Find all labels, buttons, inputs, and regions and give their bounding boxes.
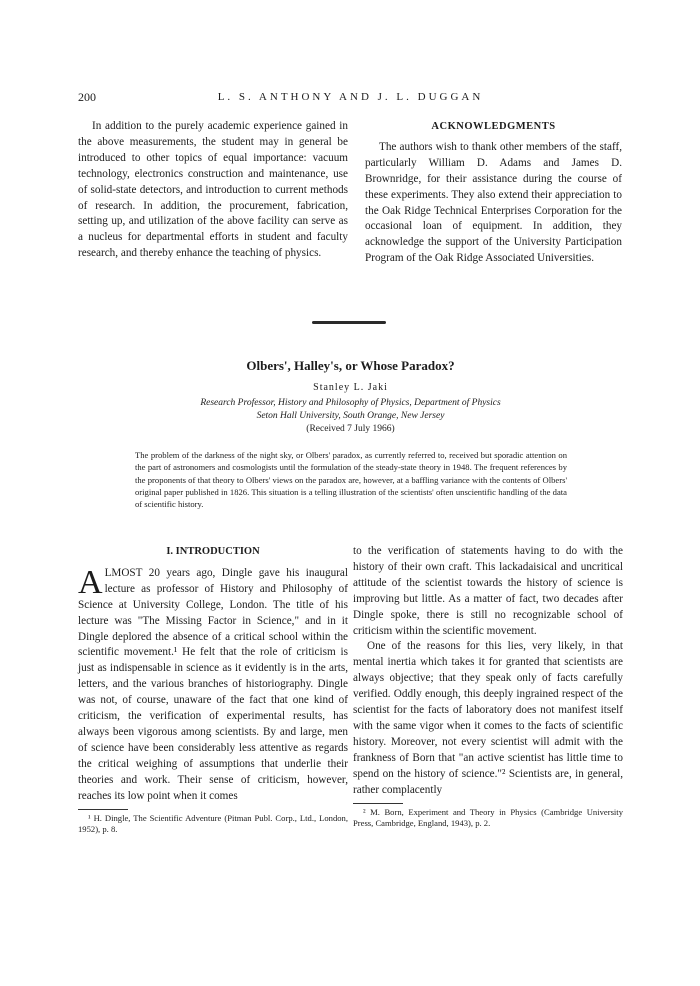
introduction-right-column [353,544,623,829]
footnote-rule-right [353,803,403,804]
introduction-paragraph-1-text: LMOST 20 years ago, Dingle gave his inaugural lecture as professor of History and Philosophy of Science at University College, London. The title of his lecture was "The Missing Factor in Science," and in it Dingle deplored the absence of a critical school within the scientific movement.¹ He felt that the role of criticism is just as indispensable in science as it evidently is in the arts, letters, and the various branches of historiography. Dingle was not, of course, unaware of the fact that one kind of criticism, the verification of experimental results, has always been vigorous among scientists. By and large, men of science have been considerably less attentive as regards the critical weighing of assumptions that underlie their theories and work. Their sense of criticism, however, reaches its low point when it comes [78,566,348,802]
article-author: Stanley L. Jaki [313,382,388,393]
section-heading: I. INTRODUCTION [166,546,260,557]
introduction-left-column [78,544,348,835]
running-head-title: L. S. ANTHONY AND J. L. DUGGAN [217,91,484,103]
section-divider [312,321,386,324]
affiliation-line-2: Seton Hall University, South Orange, New Jersey [256,411,445,421]
received-date: (Received 7 July 1966) [306,424,395,434]
article-title: Olbers', Halley's, or Whose Paradox? [246,358,455,373]
page-number: 200 [78,90,96,104]
running-head [78,90,623,108]
footnote-1: ¹ H. Dingle, The Scientific Adventure (Pitman Publ. Corp., Ltd., London, 1952), p. 8. [78,812,348,834]
acknowledgments-heading: ACKNOWLEDGMENTS [431,121,556,132]
footnote-2: ² M. Born, Experiment and Theory in Physics (Cambridge University Press, Cambridge, England, 1943), p. 2. [353,806,623,828]
footnote-rule-left [78,809,128,810]
drop-cap: A [78,563,103,601]
introduction-paragraph-1 [78,563,348,805]
top-left-column [78,119,348,262]
introduction-paragraph-2: to the verification of statements having to do with the history of their own craft. This lackadaisical and uncritical attitude of the scientist towards the history of science is improving but little. As a matter of fact, two decades after Dingle spoke, there is still no recognizable school of criticism within the scientific movement. [353,545,623,637]
affiliation-line-1: Research Professor, History and Philosophy of Physics, Department of Physics [200,398,501,408]
introduction-paragraph-3: One of the reasons for this lies, very likely, in that mental inertia which takes it for granted that scientists are always objective; that they speak only of facts carefully verified. Oddly enough, this deeply ingrained respect of the scientist for the facts of laboratory does not manifest itself with the same vigor when it comes to the facts of scientific history. Moreover, not every scientist will admit with the frankness of Born that "an active scientist has little time to spend on the history of science."² Scientists are, in general, rather complacently [353,640,623,796]
acknowledgments-paragraph: The authors wish to thank other members of the staff, particularly William D. Adams and James D. Brownridge, for their assistance during the course of these experiments. They also extend their appreciation to the Oak Ridge Technical Enterprises Corporation for the occasional loan of equipment. In addition, they acknowledge the support of the University Participation Program of the Oak Ridge Associated Universities. [365,140,622,265]
top-left-paragraph: In addition to the purely academic experience gained in the above measurements, the student may in general be introduced to other topics of equal importance: vacuum technology, electronics construction and maintenance, use of solid-state detectors, and introduction to current methods of research. In addition, the procurement, fabrication, setting up, and utilization of the above facility can serve as a nucleus for departmental efforts in student and faculty research, and thereby enhance the teaching of physics. [78,120,348,260]
abstract: The problem of the darkness of the night sky, or Olbers' paradox, as currently referred to, received but sporadic attention on the part of astronomers and cosmologists until the formulation of the steady-state theory in 1948. The frequent references by the proponents of that theory to Olbers' views on the paradox are, however, at a baffling variance with the contents of Olbers' original paper published in 1826. This situation is a telling illustration of the scientists' often unscientific handling of the data of scientific history. [135,450,567,510]
article-affiliation [78,397,623,423]
acknowledgments-column [365,119,622,267]
